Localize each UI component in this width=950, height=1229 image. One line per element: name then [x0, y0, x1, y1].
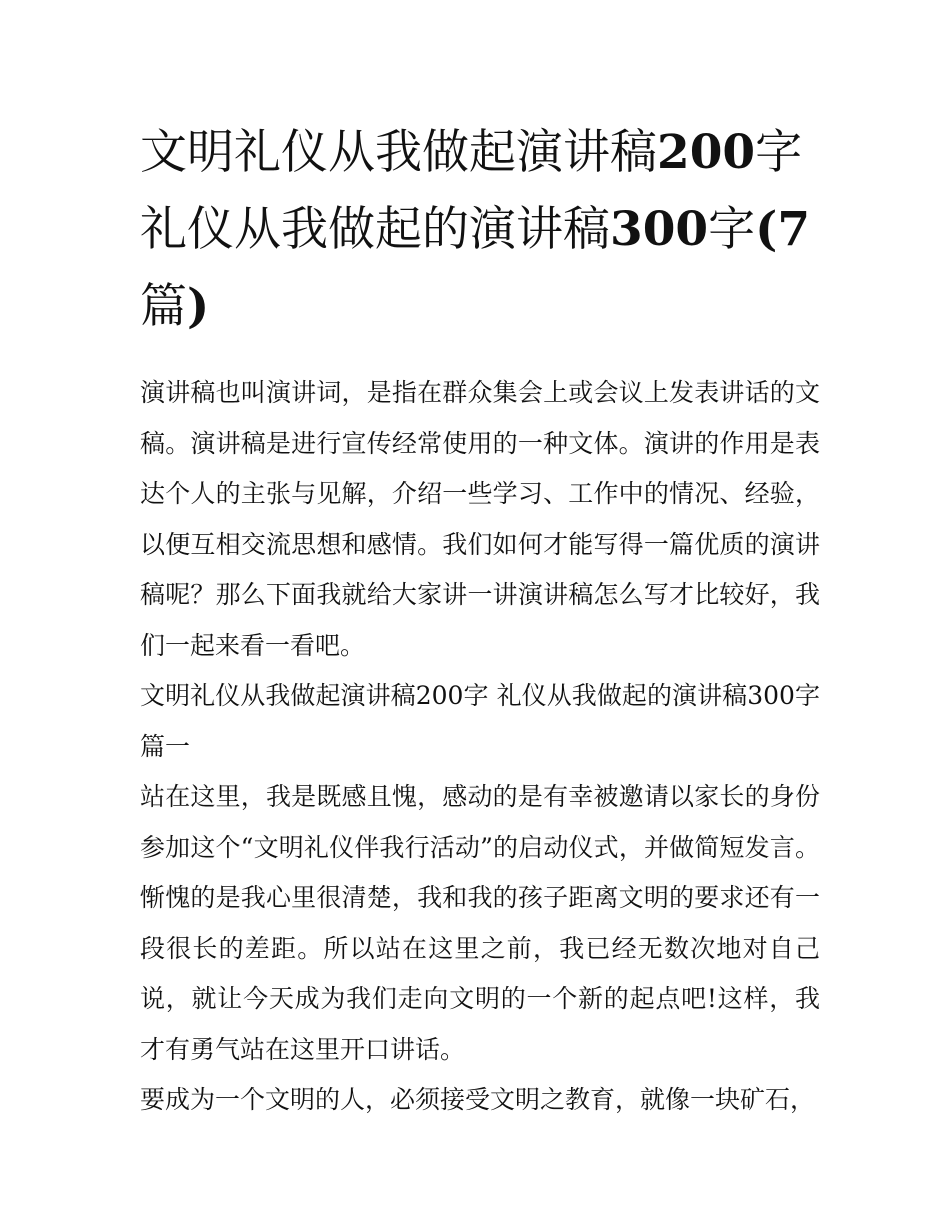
section-heading: 文明礼仪从我做起演讲稿200字 礼仪从我做起的演讲稿300字篇一: [140, 681, 820, 761]
intro-paragraph: 演讲稿也叫演讲词，是指在群众集会上或会议上发表讲话的文稿。演讲稿是进行宣传经常使用的一种文体。演讲的作用是表达个人的主张与见解，介绍一些学习、工作中的情况、经验，以便互相交流思想和感情。我们如何才能写得一篇优质的演讲稿呢？那么下面我就给大家讲一讲演讲稿怎么写才比较好，我们一起来看一看吧。: [140, 378, 820, 660]
document-title: 文明礼仪从我做起演讲稿200字 礼仪从我做起的演讲稿300字(7篇): [140, 125, 811, 334]
document-body: [140, 114, 820, 1126]
body-paragraph: 站在这里，我是既感且愧，感动的是有幸被邀请以家长的身份参加这个“文明礼仪伴我行活动”的启动仪式，并做简短发言。惭愧的是我心里很清楚，我和我的孩子距离文明的要求还有一段很长的差距。所以站在这里之前，我已经无数次地对自己说，就让今天成为我们走向文明的一个新的起点吧!这样，我才有勇气站在这里开口讲话。: [140, 782, 820, 1064]
body-paragraph: 要成为一个文明的人，必须接受文明之教育，就像一块矿石，: [140, 1085, 816, 1114]
